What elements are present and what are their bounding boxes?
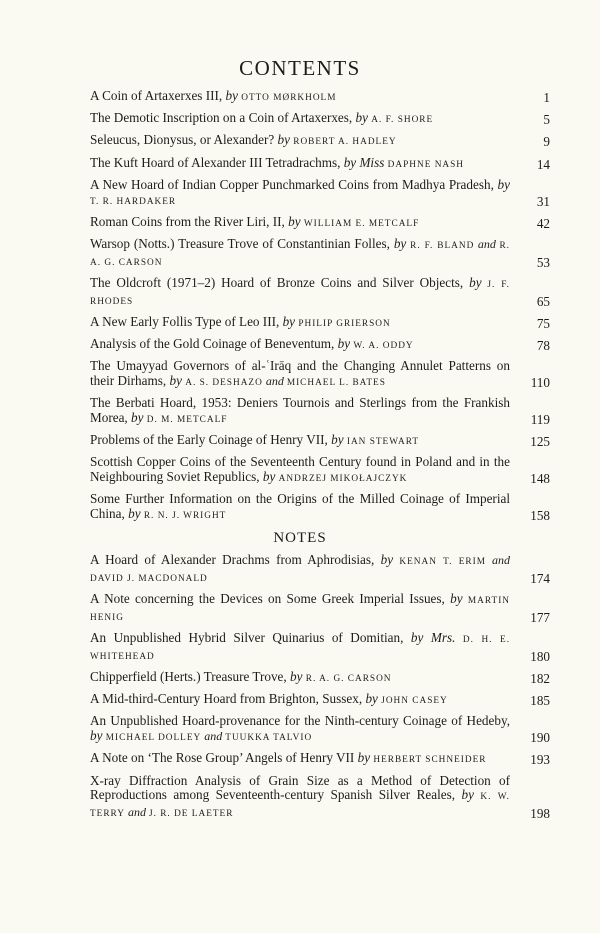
toc-entry <box>90 592 550 626</box>
entry-page-number: 174 <box>530 570 550 586</box>
entry-author: D. M. METCALF <box>146 415 228 426</box>
toc-entry <box>90 156 550 173</box>
entry-page-number: 75 <box>536 315 550 331</box>
toc-entry <box>90 553 550 587</box>
entry-page-number: 148 <box>530 471 550 487</box>
entry-title: Roman Coins from the River Liri, II, <box>90 213 285 229</box>
entry-author: W. A. ODDY <box>353 341 414 352</box>
toc-entry <box>90 714 550 746</box>
entry-author: R. N. J. WRIGHT <box>143 511 227 522</box>
entry-page-number: 42 <box>536 215 550 231</box>
entry-title: Chipperfield (Herts.) Treasure Trove, <box>90 668 287 684</box>
entry-title: A Hoard of Alexander Drachms from Aphrodisias, <box>90 552 375 567</box>
entry-by: by <box>337 336 351 352</box>
entry-by: by <box>393 235 407 251</box>
entry-by: by <box>461 787 474 803</box>
entry-page-number: 185 <box>530 693 550 709</box>
entry-author: IAN STEWART <box>346 437 420 448</box>
entry-by: by Mrs. <box>410 629 456 645</box>
entry-page-number: 53 <box>536 254 550 270</box>
toc-entry <box>90 315 550 332</box>
entry-author: R. A. G. CARSON <box>305 673 392 684</box>
entry-by: by <box>450 590 463 606</box>
entry-title: Warsop (Notts.) Treasure Trove of Constantinian Folles, <box>90 235 390 251</box>
entry-page-number: 9 <box>543 134 550 150</box>
entry-author: K. W. TERRY and J. R. DE LAETER <box>90 792 510 820</box>
notes-list <box>90 553 550 827</box>
entry-by: by <box>169 373 182 389</box>
entry-title: Analysis of the Gold Coinage of Beneventum, <box>90 336 335 352</box>
entry-by: by <box>365 691 378 707</box>
entry-author: A. S. DESHAZO and MICHAEL L. BATES <box>185 374 386 389</box>
entry-page-number: 125 <box>530 434 550 450</box>
entry-title: Problems of the Early Coinage of Henry VII, <box>90 432 328 448</box>
toc-entry <box>90 492 550 524</box>
entry-by: by <box>131 410 144 426</box>
entry-by: by <box>90 728 103 744</box>
entry-page-number: 177 <box>530 609 550 625</box>
entry-page-number: 5 <box>543 112 550 128</box>
entry-page-number: 110 <box>530 375 550 391</box>
entry-author: OTTO MØRKHOLM <box>241 93 337 103</box>
toc-entry <box>90 396 550 428</box>
entry-page-number: 119 <box>530 412 550 428</box>
entry-author: ROBERT A. HADLEY <box>293 137 397 148</box>
toc-entry <box>90 337 550 354</box>
notes-heading: NOTES <box>273 530 327 546</box>
entry-author: MICHAEL DOLLEY and TUUKKA TALVIO <box>105 729 313 744</box>
entry-by: by <box>380 552 394 567</box>
entry-by: by <box>128 506 141 522</box>
entry-author: MARTIN HENIG <box>90 595 511 623</box>
toc-entry <box>90 359 550 391</box>
entry-author: HERBERT SCHNEIDER <box>373 755 487 766</box>
toc-entry <box>90 751 550 768</box>
entry-page-number: 78 <box>536 338 550 354</box>
entry-author: J. F. RHODES <box>90 279 511 307</box>
toc-entry <box>90 133 550 150</box>
entry-by: by <box>290 668 303 684</box>
entry-title: The Kuft Hoard of Alexander III Tetradrachms, <box>90 154 341 170</box>
entry-title: X-ray Diffraction Analysis of Grain Size as a Method of Detection of Reproductions among Seventeenth-century Spanish Silver Reales, <box>90 772 510 803</box>
entry-author: A. F. SHORE <box>371 115 434 126</box>
entry-title: A Mid-third-Century Hoard from Brighton, Sussex, <box>90 691 363 707</box>
entry-page-number: 1 <box>543 90 550 105</box>
contents-list <box>90 89 550 529</box>
toc-entry <box>90 670 550 687</box>
toc-entry <box>90 433 550 450</box>
contents-heading: CONTENTS <box>239 56 361 80</box>
entry-by: by <box>282 313 296 329</box>
entry-by: by <box>225 88 238 103</box>
toc-entry <box>90 178 550 210</box>
entry-title: A Note concerning the Devices on Some Greek Imperial Issues, <box>90 590 445 606</box>
entry-title: A Note on ‘The Rose Group’ Angels of Henry VII <box>90 750 355 766</box>
toc-entry <box>90 237 550 271</box>
toc-entry <box>90 215 550 232</box>
entry-author: DAPHNE NASH <box>387 159 465 170</box>
entry-title: The Oldcroft (1971–2) Hoard of Bronze Coins and Silver Objects, <box>90 274 464 290</box>
entry-author: PHILIP GRIERSON <box>298 318 391 329</box>
entry-title: An Unpublished Hoard-provenance for the Ninth-century Coinage of Hedeby, <box>90 713 510 729</box>
toc-entry <box>90 89 550 106</box>
entry-author: T. R. HARDAKER <box>90 196 177 207</box>
toc-entry <box>90 631 550 665</box>
entry-page-number: 198 <box>530 806 550 822</box>
entry-page-number: 14 <box>536 156 550 172</box>
entry-page-number: 65 <box>536 293 550 309</box>
entry-author: R. F. BLAND and R. A. G. CARSON <box>90 236 510 268</box>
toc-entry <box>90 111 550 128</box>
entry-by: by <box>357 750 371 766</box>
entry-by: by <box>262 469 276 485</box>
entry-page-number: 158 <box>530 508 550 524</box>
entry-by: by <box>355 110 368 126</box>
entry-page-number: 31 <box>536 193 550 209</box>
entry-title: An Unpublished Hybrid Silver Quinarius of Domitian, <box>90 629 404 645</box>
entry-title: A Coin of Artaxerxes III, <box>90 88 223 103</box>
entry-title: The Umayyad Governors of al-ʿIrāq and the Changing Annulet Patterns on their Dirhams, <box>90 358 510 389</box>
entry-title: The Berbati Hoard, 1953: Deniers Tournois and Sterlings from the Frankish Morea, <box>90 395 510 426</box>
entry-page-number: 193 <box>530 752 550 768</box>
toc-entry <box>90 774 550 822</box>
entry-title: Some Further Information on the Origins of the Milled Coinage of Imperial China, <box>90 491 510 522</box>
toc-entry <box>90 276 550 310</box>
entry-title: Scottish Copper Coins of the Seventeenth Century found in Poland and in the Neighbouring Soviet Republics, <box>90 454 510 485</box>
entry-by: by <box>469 274 482 290</box>
entry-by: by Miss <box>343 154 385 170</box>
entry-by: by <box>288 213 301 229</box>
entry-by: by <box>497 176 510 192</box>
entry-by: by <box>331 432 344 448</box>
entry-page-number: 180 <box>530 648 550 664</box>
entry-author: WILLIAM E. METCALF <box>303 218 420 229</box>
entry-title: The Demotic Inscription on a Coin of Artaxerxes, <box>90 110 353 126</box>
toc-entry <box>90 455 550 487</box>
entry-title: A New Hoard of Indian Copper Punchmarked Coins from Madhya Pradesh, <box>90 176 494 192</box>
entry-title: Seleucus, Dionysus, or Alexander? <box>90 132 275 148</box>
entry-page-number: 190 <box>530 730 550 746</box>
entry-author: ANDRZEJ MIKOŁAJCZYK <box>278 474 408 485</box>
entry-author: D. H. E. WHITEHEAD <box>90 634 511 662</box>
entry-page-number: 182 <box>530 670 550 686</box>
entry-author: JOHN CASEY <box>381 696 448 707</box>
entry-title: A New Early Follis Type of Leo III, <box>90 313 280 329</box>
toc-entry <box>90 692 550 709</box>
entry-by: by <box>277 132 290 148</box>
entry-author: KENAN T. ERIM and DAVID J. MACDONALD <box>90 553 510 584</box>
